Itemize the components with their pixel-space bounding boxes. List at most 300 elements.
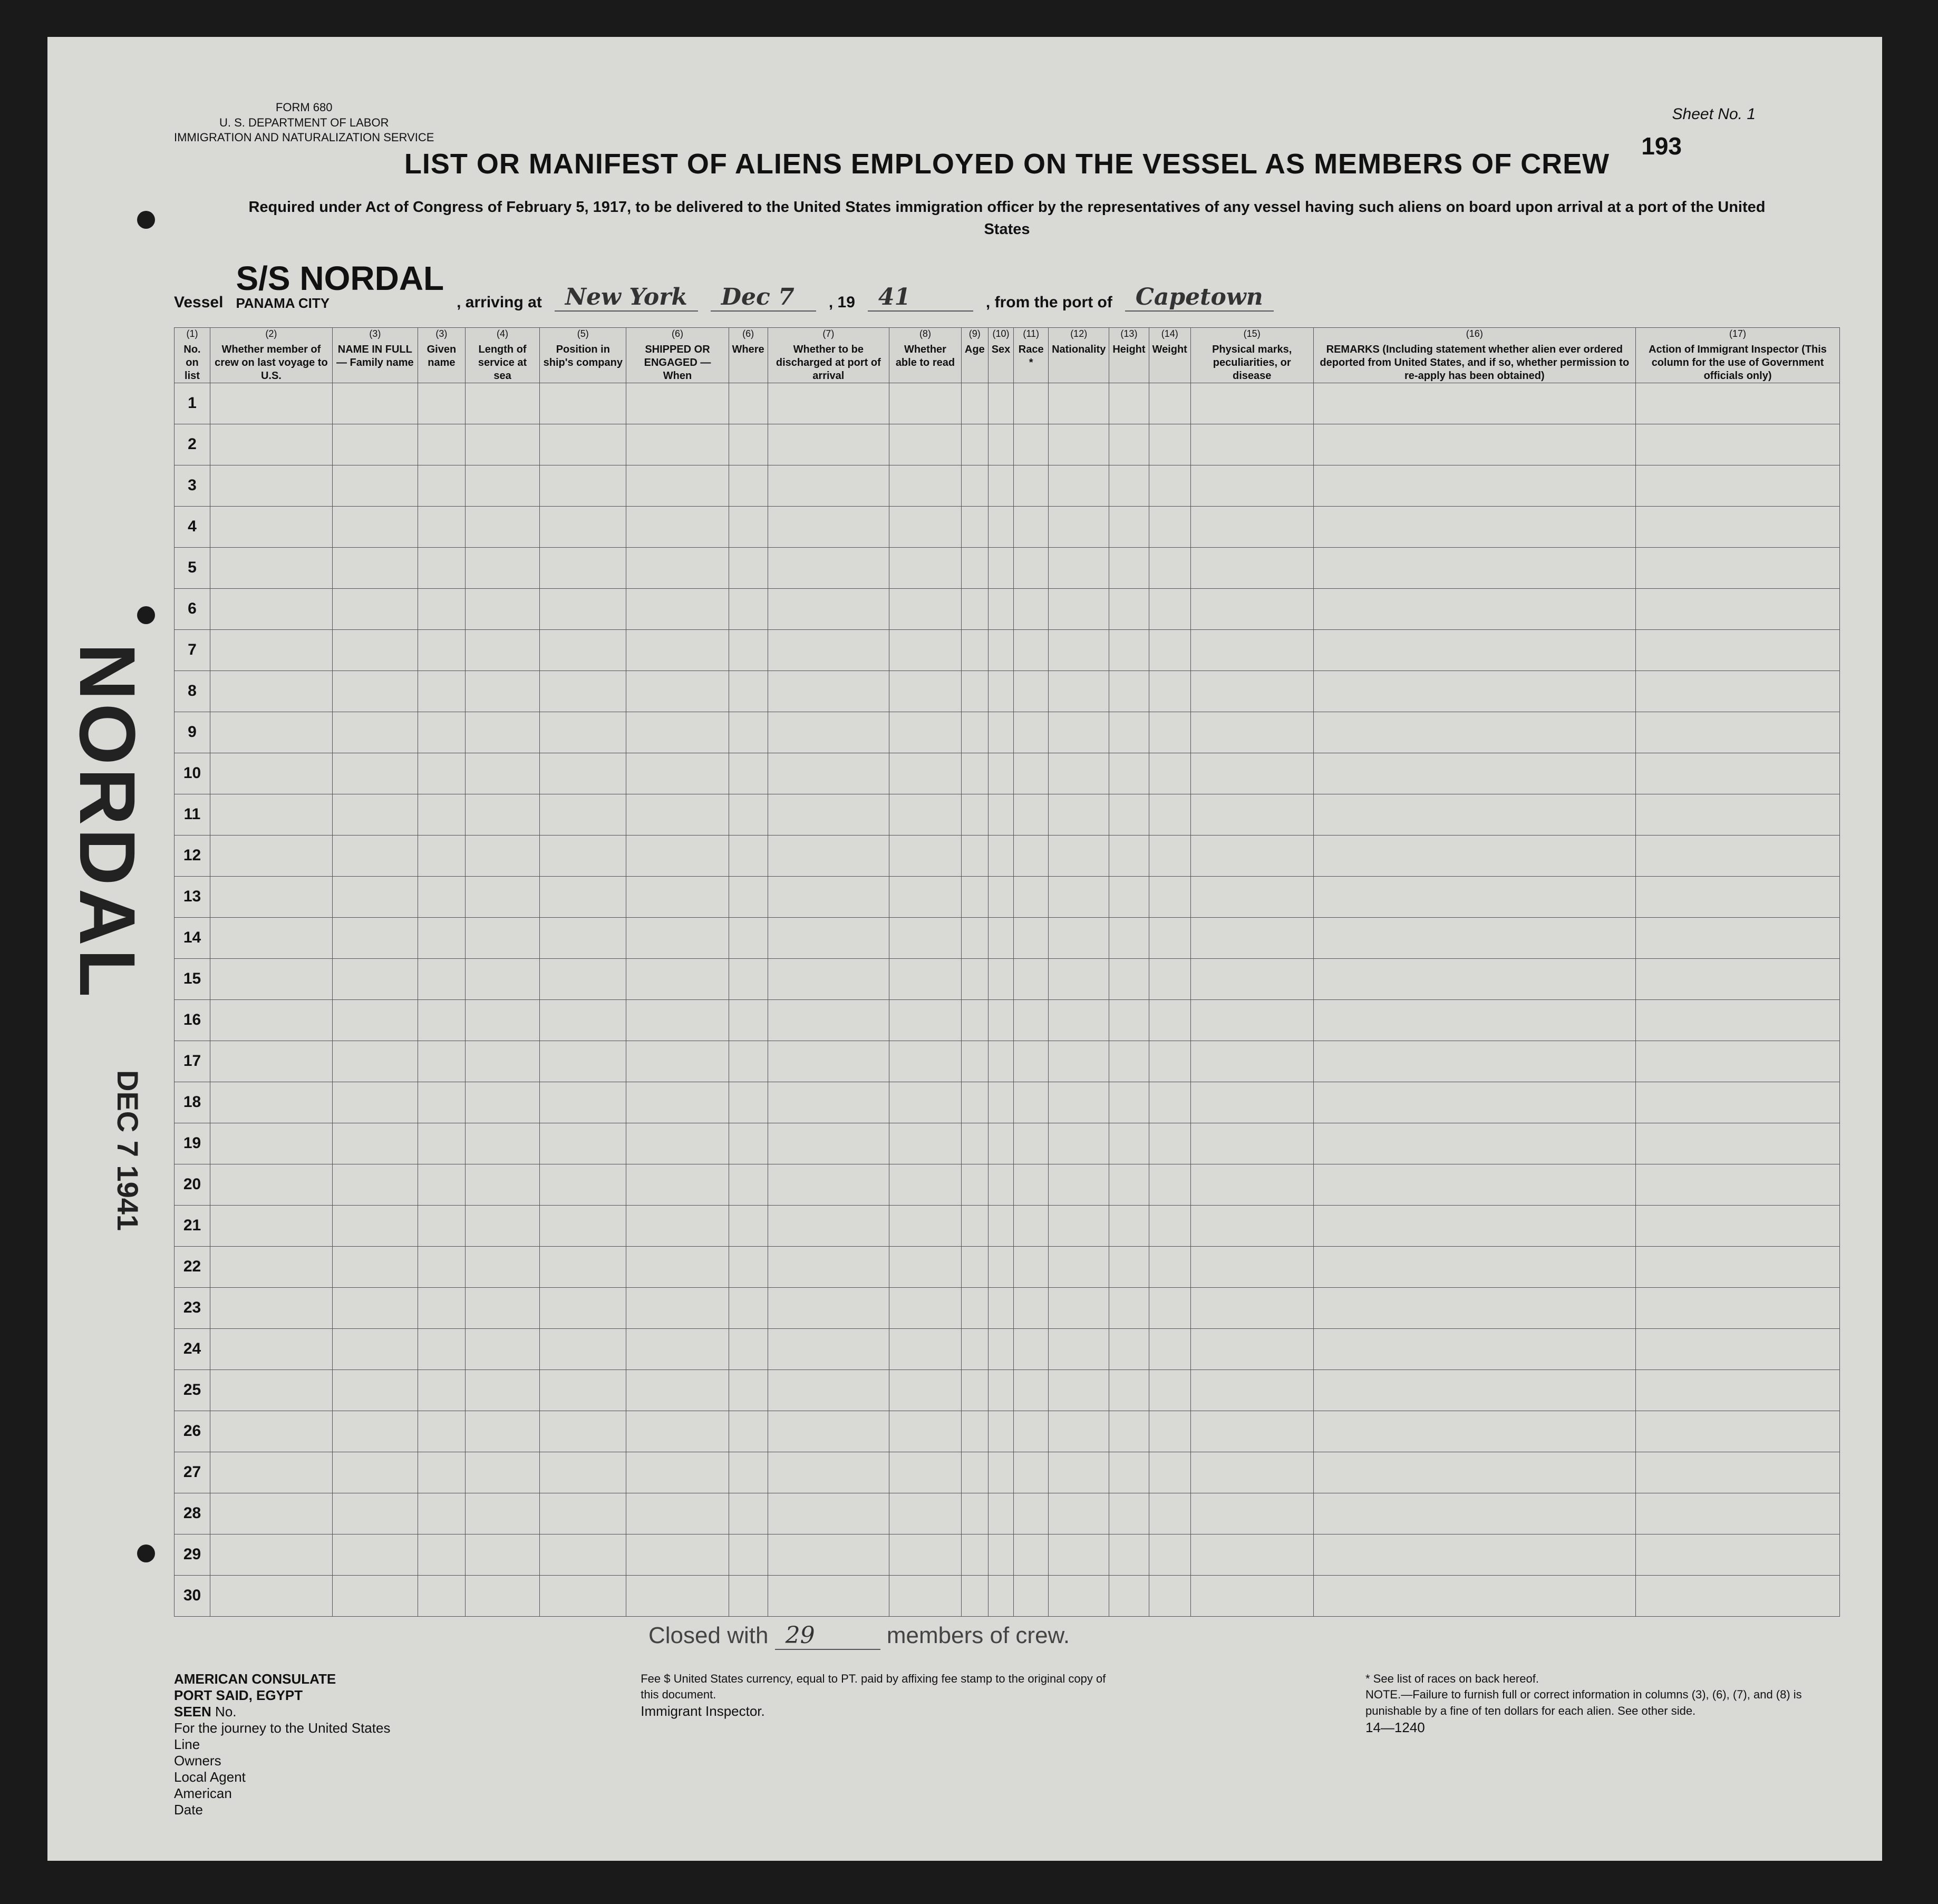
cell-action bbox=[1636, 794, 1840, 835]
cell-given bbox=[418, 835, 465, 876]
notes-block bbox=[1365, 1671, 1840, 1818]
consulate-block bbox=[174, 1671, 390, 1818]
cell-no: 29 bbox=[175, 1534, 210, 1575]
cell-no: 30 bbox=[175, 1575, 210, 1616]
cell-sex bbox=[988, 1246, 1014, 1287]
cell-read bbox=[889, 588, 961, 629]
cell-remarks bbox=[1313, 1041, 1636, 1082]
cell-remarks bbox=[1313, 753, 1636, 794]
cell-read bbox=[889, 1452, 961, 1493]
cell-nationality bbox=[1049, 506, 1109, 547]
cell-family bbox=[332, 794, 418, 835]
cell-given bbox=[418, 958, 465, 999]
table-row bbox=[175, 1205, 1840, 1246]
cell-race bbox=[1014, 424, 1049, 465]
cell-given bbox=[418, 1287, 465, 1328]
cell-service bbox=[465, 1041, 539, 1082]
cell-discharged bbox=[768, 1123, 889, 1164]
cell-discharged bbox=[768, 753, 889, 794]
cell-race bbox=[1014, 958, 1049, 999]
cell-race bbox=[1014, 1452, 1049, 1493]
cell-marks bbox=[1190, 1411, 1313, 1452]
cell-where bbox=[729, 876, 768, 917]
cell-prev bbox=[210, 671, 333, 712]
column-header-8: (6) Where bbox=[729, 328, 768, 383]
cell-when bbox=[626, 753, 729, 794]
cell-action bbox=[1636, 1534, 1840, 1575]
cell-read bbox=[889, 383, 961, 424]
cell-sex bbox=[988, 958, 1014, 999]
cell-given bbox=[418, 1041, 465, 1082]
from-label: , from the port of bbox=[985, 294, 1112, 312]
cell-where bbox=[729, 547, 768, 588]
cell-race bbox=[1014, 1575, 1049, 1616]
cell-read bbox=[889, 1123, 961, 1164]
cell-read bbox=[889, 999, 961, 1041]
table-row bbox=[175, 588, 1840, 629]
cell-family bbox=[332, 999, 418, 1041]
cell-action bbox=[1636, 588, 1840, 629]
column-header-7: (6) SHIPPED OR ENGAGED — When bbox=[626, 328, 729, 383]
cell-position bbox=[540, 753, 626, 794]
cell-remarks bbox=[1313, 424, 1636, 465]
cell-marks bbox=[1190, 958, 1313, 999]
cell-when bbox=[626, 1246, 729, 1287]
cell-weight bbox=[1149, 712, 1190, 753]
cell-read bbox=[889, 917, 961, 958]
cell-race bbox=[1014, 547, 1049, 588]
footer bbox=[174, 1671, 1840, 1818]
cell-family bbox=[332, 712, 418, 753]
column-header-2: (2) Whether member of crew on last voyage to U.S. bbox=[210, 328, 333, 383]
departure-port: Capetown bbox=[1125, 284, 1274, 312]
sheet-stamp-number: 193 bbox=[1641, 132, 1682, 160]
cell-sex bbox=[988, 465, 1014, 506]
cell-nationality bbox=[1049, 1493, 1109, 1534]
cell-weight bbox=[1149, 1411, 1190, 1452]
cell-where bbox=[729, 1041, 768, 1082]
cell-discharged bbox=[768, 917, 889, 958]
cell-position bbox=[540, 958, 626, 999]
cell-when bbox=[626, 1123, 729, 1164]
cell-sex bbox=[988, 1082, 1014, 1123]
cell-prev bbox=[210, 506, 333, 547]
cell-position bbox=[540, 1493, 626, 1534]
cell-discharged bbox=[768, 424, 889, 465]
cell-service bbox=[465, 588, 539, 629]
cell-where bbox=[729, 999, 768, 1041]
cell-no: 18 bbox=[175, 1082, 210, 1123]
cell-remarks bbox=[1313, 1534, 1636, 1575]
table-row bbox=[175, 917, 1840, 958]
cell-action bbox=[1636, 1575, 1840, 1616]
cell-read bbox=[889, 835, 961, 876]
cell-service bbox=[465, 1328, 539, 1369]
cell-prev bbox=[210, 1493, 333, 1534]
table-row bbox=[175, 424, 1840, 465]
crew-table bbox=[174, 327, 1840, 1617]
cell-marks bbox=[1190, 1287, 1313, 1328]
cell-action bbox=[1636, 835, 1840, 876]
cell-given bbox=[418, 917, 465, 958]
cell-age bbox=[961, 547, 988, 588]
cell-remarks bbox=[1313, 1452, 1636, 1493]
cell-marks bbox=[1190, 794, 1313, 835]
column-header-6: (5) Position in ship's company bbox=[540, 328, 626, 383]
cell-weight bbox=[1149, 671, 1190, 712]
cell-given bbox=[418, 588, 465, 629]
cell-marks bbox=[1190, 1164, 1313, 1205]
date-side-stamp: DEC 7 1941 bbox=[111, 1070, 144, 1231]
cell-no: 24 bbox=[175, 1328, 210, 1369]
cell-no: 5 bbox=[175, 547, 210, 588]
cell-when bbox=[626, 794, 729, 835]
cell-position bbox=[540, 1575, 626, 1616]
cell-where bbox=[729, 424, 768, 465]
cell-discharged bbox=[768, 1493, 889, 1534]
cell-action bbox=[1636, 1164, 1840, 1205]
cell-marks bbox=[1190, 1575, 1313, 1616]
vessel-side-stamp: NORDAL bbox=[63, 643, 152, 1000]
cell-family bbox=[332, 1205, 418, 1246]
cell-weight bbox=[1149, 465, 1190, 506]
cell-where bbox=[729, 1328, 768, 1369]
cell-where bbox=[729, 1369, 768, 1411]
cell-marks bbox=[1190, 424, 1313, 465]
cell-when bbox=[626, 1534, 729, 1575]
cell-weight bbox=[1149, 958, 1190, 999]
cell-service bbox=[465, 917, 539, 958]
cell-height bbox=[1109, 465, 1149, 506]
cell-nationality bbox=[1049, 1575, 1109, 1616]
cell-read bbox=[889, 876, 961, 917]
sheet-label: Sheet No. bbox=[1672, 105, 1742, 123]
cell-weight bbox=[1149, 835, 1190, 876]
cell-given bbox=[418, 629, 465, 671]
cell-position bbox=[540, 1328, 626, 1369]
cell-discharged bbox=[768, 465, 889, 506]
cell-family bbox=[332, 424, 418, 465]
cell-sex bbox=[988, 1205, 1014, 1246]
cell-prev bbox=[210, 1164, 333, 1205]
cell-race bbox=[1014, 1287, 1049, 1328]
cell-nationality bbox=[1049, 958, 1109, 999]
cell-service bbox=[465, 1575, 539, 1616]
cell-nationality bbox=[1049, 712, 1109, 753]
cell-age bbox=[961, 1411, 988, 1452]
cell-remarks bbox=[1313, 794, 1636, 835]
cell-height bbox=[1109, 1575, 1149, 1616]
form-identifier bbox=[174, 100, 434, 145]
cell-prev bbox=[210, 1534, 333, 1575]
cell-given bbox=[418, 1246, 465, 1287]
cell-action bbox=[1636, 1493, 1840, 1534]
cell-service bbox=[465, 794, 539, 835]
cell-given bbox=[418, 465, 465, 506]
crew-table-header bbox=[175, 328, 1840, 383]
cell-read bbox=[889, 712, 961, 753]
date-label: Date bbox=[174, 1801, 203, 1818]
cell-given bbox=[418, 876, 465, 917]
cell-height bbox=[1109, 1452, 1149, 1493]
fee-block bbox=[641, 1671, 1115, 1818]
cell-age bbox=[961, 753, 988, 794]
cell-when bbox=[626, 383, 729, 424]
column-header-14: (12) Nationality bbox=[1049, 328, 1109, 383]
cell-weight bbox=[1149, 383, 1190, 424]
cell-given bbox=[418, 424, 465, 465]
cell-read bbox=[889, 465, 961, 506]
cell-where bbox=[729, 671, 768, 712]
cell-when bbox=[626, 588, 729, 629]
cell-when bbox=[626, 1452, 729, 1493]
cell-nationality bbox=[1049, 1452, 1109, 1493]
cell-read bbox=[889, 1041, 961, 1082]
cell-weight bbox=[1149, 1575, 1190, 1616]
cell-family bbox=[332, 1328, 418, 1369]
cell-where bbox=[729, 1246, 768, 1287]
table-row bbox=[175, 835, 1840, 876]
cell-height bbox=[1109, 506, 1149, 547]
cell-height bbox=[1109, 712, 1149, 753]
vessel-name-block bbox=[236, 261, 444, 312]
cell-action bbox=[1636, 753, 1840, 794]
table-row bbox=[175, 1246, 1840, 1287]
cell-sex bbox=[988, 835, 1014, 876]
cell-discharged bbox=[768, 1287, 889, 1328]
cell-nationality bbox=[1049, 671, 1109, 712]
cell-marks bbox=[1190, 506, 1313, 547]
cell-prev bbox=[210, 1575, 333, 1616]
cell-marks bbox=[1190, 712, 1313, 753]
cell-family bbox=[332, 506, 418, 547]
cell-discharged bbox=[768, 1041, 889, 1082]
cell-when bbox=[626, 999, 729, 1041]
form-number: FORM 680 bbox=[275, 101, 333, 114]
cell-race bbox=[1014, 383, 1049, 424]
cell-age bbox=[961, 588, 988, 629]
cell-sex bbox=[988, 1534, 1014, 1575]
cell-age bbox=[961, 383, 988, 424]
column-header-4: (3) Given name bbox=[418, 328, 465, 383]
cell-marks bbox=[1190, 1452, 1313, 1493]
cell-prev bbox=[210, 1246, 333, 1287]
cell-where bbox=[729, 753, 768, 794]
cell-marks bbox=[1190, 999, 1313, 1041]
cell-race bbox=[1014, 465, 1049, 506]
cell-position bbox=[540, 1205, 626, 1246]
cell-given bbox=[418, 1123, 465, 1164]
cell-action bbox=[1636, 465, 1840, 506]
cell-action bbox=[1636, 1411, 1840, 1452]
cell-height bbox=[1109, 753, 1149, 794]
table-row bbox=[175, 1123, 1840, 1164]
cell-race bbox=[1014, 1328, 1049, 1369]
cell-height bbox=[1109, 794, 1149, 835]
cell-marks bbox=[1190, 547, 1313, 588]
cell-read bbox=[889, 1246, 961, 1287]
cell-age bbox=[961, 1328, 988, 1369]
cell-family bbox=[332, 588, 418, 629]
cell-where bbox=[729, 1411, 768, 1452]
american-label: American bbox=[174, 1785, 232, 1801]
cell-where bbox=[729, 1575, 768, 1616]
cell-given bbox=[418, 1082, 465, 1123]
cell-family bbox=[332, 1287, 418, 1328]
cell-age bbox=[961, 1205, 988, 1246]
cell-nationality bbox=[1049, 1164, 1109, 1205]
column-header-13: (11) Race * bbox=[1014, 328, 1049, 383]
cell-no: 13 bbox=[175, 876, 210, 917]
closed-count: 29 bbox=[775, 1622, 880, 1650]
cell-read bbox=[889, 1369, 961, 1411]
cell-no: 8 bbox=[175, 671, 210, 712]
cell-read bbox=[889, 1164, 961, 1205]
table-row bbox=[175, 383, 1840, 424]
cell-remarks bbox=[1313, 876, 1636, 917]
cell-age bbox=[961, 917, 988, 958]
cell-given bbox=[418, 383, 465, 424]
cell-weight bbox=[1149, 1246, 1190, 1287]
table-row bbox=[175, 1041, 1840, 1082]
cell-nationality bbox=[1049, 1205, 1109, 1246]
cell-family bbox=[332, 547, 418, 588]
cell-marks bbox=[1190, 1246, 1313, 1287]
cell-position bbox=[540, 1452, 626, 1493]
cell-position bbox=[540, 1411, 626, 1452]
manifest-sheet bbox=[47, 37, 1882, 1861]
cell-family bbox=[332, 1246, 418, 1287]
cell-prev bbox=[210, 1452, 333, 1493]
column-header-16: (14) Weight bbox=[1149, 328, 1190, 383]
closed-prefix: Closed with bbox=[648, 1622, 769, 1648]
cell-no: 9 bbox=[175, 712, 210, 753]
cell-sex bbox=[988, 1123, 1014, 1164]
cell-position bbox=[540, 588, 626, 629]
cell-action bbox=[1636, 547, 1840, 588]
cell-when bbox=[626, 1164, 729, 1205]
cell-height bbox=[1109, 917, 1149, 958]
cell-nationality bbox=[1049, 1534, 1109, 1575]
cell-race bbox=[1014, 1205, 1049, 1246]
cell-marks bbox=[1190, 1534, 1313, 1575]
cell-read bbox=[889, 1328, 961, 1369]
cell-race bbox=[1014, 753, 1049, 794]
races-note: * See list of races on back hereof. bbox=[1365, 1672, 1539, 1685]
cell-family bbox=[332, 1575, 418, 1616]
cell-service bbox=[465, 506, 539, 547]
cell-family bbox=[332, 835, 418, 876]
cell-age bbox=[961, 999, 988, 1041]
cell-nationality bbox=[1049, 1246, 1109, 1287]
department-name: U. S. DEPARTMENT OF LABOR bbox=[219, 115, 389, 129]
cell-remarks bbox=[1313, 1082, 1636, 1123]
cell-height bbox=[1109, 1205, 1149, 1246]
cell-nationality bbox=[1049, 1369, 1109, 1411]
cell-position bbox=[540, 1369, 626, 1411]
cell-read bbox=[889, 1534, 961, 1575]
cell-height bbox=[1109, 835, 1149, 876]
document-subtitle: Required under Act of Congress of February 5, 1917, to be delivered to the United States immigration officer by the representatives of any vessel having such aliens on board upon arrival at a port of the United States bbox=[248, 199, 1766, 238]
cell-race bbox=[1014, 1041, 1049, 1082]
cell-given bbox=[418, 671, 465, 712]
cell-given bbox=[418, 753, 465, 794]
cell-service bbox=[465, 1452, 539, 1493]
cell-weight bbox=[1149, 753, 1190, 794]
cell-no: 23 bbox=[175, 1287, 210, 1328]
cell-no: 10 bbox=[175, 753, 210, 794]
cell-service bbox=[465, 465, 539, 506]
cell-family bbox=[332, 465, 418, 506]
cell-height bbox=[1109, 1123, 1149, 1164]
cell-where bbox=[729, 712, 768, 753]
cell-service bbox=[465, 547, 539, 588]
cell-read bbox=[889, 753, 961, 794]
cell-position bbox=[540, 506, 626, 547]
cell-position bbox=[540, 671, 626, 712]
cell-no: 25 bbox=[175, 1369, 210, 1411]
cell-race bbox=[1014, 917, 1049, 958]
cell-family bbox=[332, 1041, 418, 1082]
closed-suffix: members of crew. bbox=[886, 1622, 1070, 1648]
cell-discharged bbox=[768, 383, 889, 424]
cell-service bbox=[465, 876, 539, 917]
cell-action bbox=[1636, 999, 1840, 1041]
cell-position bbox=[540, 383, 626, 424]
cell-height bbox=[1109, 588, 1149, 629]
cell-read bbox=[889, 1082, 961, 1123]
cell-action bbox=[1636, 1328, 1840, 1369]
cell-when bbox=[626, 1205, 729, 1246]
cell-no: 17 bbox=[175, 1041, 210, 1082]
cell-position bbox=[540, 917, 626, 958]
cell-where bbox=[729, 465, 768, 506]
cell-prev bbox=[210, 876, 333, 917]
cell-remarks bbox=[1313, 1369, 1636, 1411]
cell-service bbox=[465, 712, 539, 753]
cell-when bbox=[626, 1411, 729, 1452]
cell-discharged bbox=[768, 629, 889, 671]
cell-nationality bbox=[1049, 999, 1109, 1041]
vessel-line bbox=[174, 261, 1840, 312]
cell-age bbox=[961, 1123, 988, 1164]
cell-position bbox=[540, 629, 626, 671]
table-row bbox=[175, 753, 1840, 794]
cell-remarks bbox=[1313, 1493, 1636, 1534]
journey-text: For the journey to the United States bbox=[174, 1720, 391, 1736]
cell-height bbox=[1109, 1493, 1149, 1534]
cell-service bbox=[465, 958, 539, 999]
cell-read bbox=[889, 671, 961, 712]
cell-age bbox=[961, 506, 988, 547]
cell-given bbox=[418, 999, 465, 1041]
cell-nationality bbox=[1049, 1123, 1109, 1164]
cell-height bbox=[1109, 671, 1149, 712]
cell-service bbox=[465, 424, 539, 465]
cell-no: 2 bbox=[175, 424, 210, 465]
cell-race bbox=[1014, 506, 1049, 547]
cell-remarks bbox=[1313, 506, 1636, 547]
service-name: IMMIGRATION AND NATURALIZATION SERVICE bbox=[174, 131, 434, 144]
cell-age bbox=[961, 1041, 988, 1082]
cell-given bbox=[418, 1575, 465, 1616]
cell-sex bbox=[988, 712, 1014, 753]
cell-where bbox=[729, 917, 768, 958]
cell-height bbox=[1109, 1287, 1149, 1328]
cell-family bbox=[332, 1493, 418, 1534]
cell-service bbox=[465, 1287, 539, 1328]
cell-remarks bbox=[1313, 1164, 1636, 1205]
